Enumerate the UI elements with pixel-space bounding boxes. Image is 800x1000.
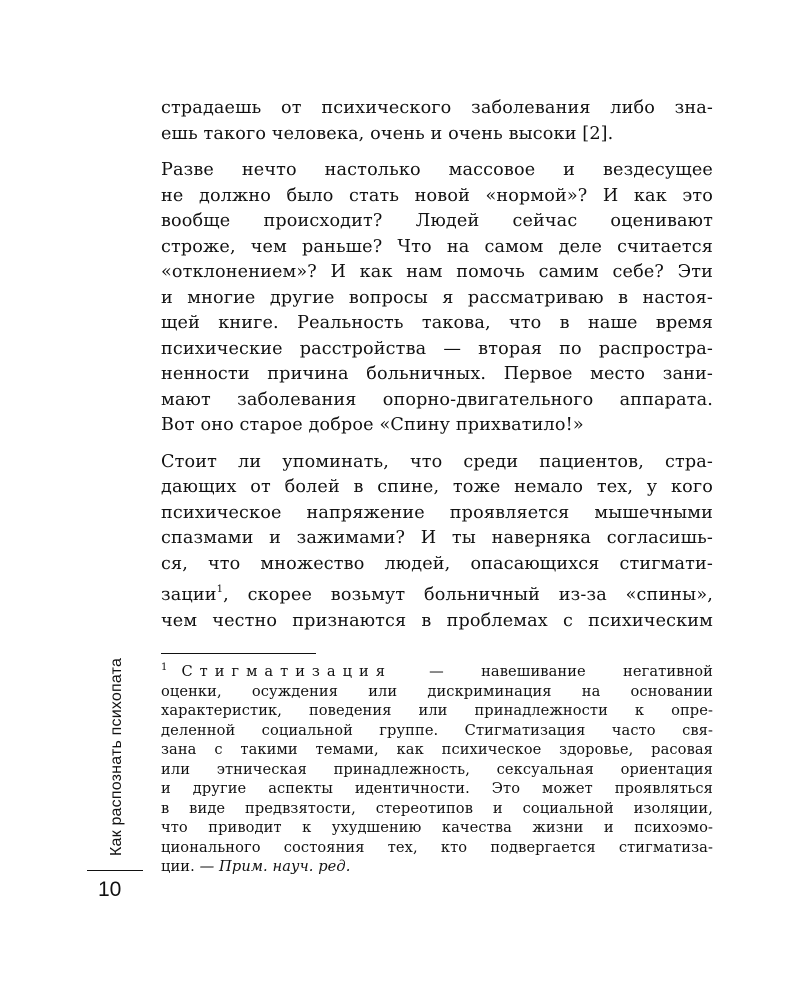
text-fragment: ции. bbox=[161, 858, 200, 875]
page-number: 10 bbox=[98, 878, 122, 901]
page-number-rule bbox=[87, 870, 143, 871]
paragraph-3 bbox=[161, 450, 713, 635]
footnote-line: в виде предвзятости, стереотипов и социальной изоляции, bbox=[161, 799, 713, 817]
footnote-last-line bbox=[161, 857, 713, 877]
text-line: Вот оно старое доброе «Спину прихватило!» bbox=[161, 415, 584, 435]
paragraph-2 bbox=[161, 158, 713, 439]
text-line: ненности причина больничных. Первое место зани- bbox=[161, 364, 713, 384]
text-line: Разве нечто настолько массовое и вездесущее bbox=[161, 160, 713, 180]
paragraph-1 bbox=[161, 96, 713, 147]
footnote-reference[interactable]: 1 bbox=[216, 584, 224, 595]
text-line: и многие другие вопросы я рассматриваю в настоя- bbox=[161, 287, 713, 308]
footnote-line: что приводит к ухудшению качества жизни и психоэмо- bbox=[161, 819, 713, 836]
text-line: строже, чем раньше? Что на самом деле считается bbox=[161, 236, 713, 257]
main-text bbox=[161, 96, 713, 645]
footnote-line: зана с такими темами, как психическое здоровье, расовая bbox=[161, 741, 713, 758]
text-line: не должно было стать новой «нормой»? И как это bbox=[161, 185, 713, 206]
text-line: «отклонением»? И как нам помочь самим себе? Эти bbox=[161, 262, 713, 282]
footnote-line: и другие аспекты идентичности. Это может проявляться bbox=[161, 780, 713, 797]
text-line: Стоит ли упоминать, что среди пациентов, стра- bbox=[161, 451, 713, 472]
text-line: вообще происходит? Людей сейчас оценивают bbox=[161, 211, 713, 231]
text-fragment: , скорее возьмут больничный из-за «спины», bbox=[223, 585, 713, 605]
footnote-line: оценки, осуждения или дискриминация на основании bbox=[161, 682, 713, 700]
text-line: психическое напряжение проявляется мышечными bbox=[161, 502, 713, 523]
text-line-with-footnote-ref bbox=[161, 577, 713, 609]
editor-note: — Прим. науч. ред. bbox=[199, 858, 351, 875]
footnote-block bbox=[161, 658, 713, 877]
footnote-term: Стигматизация bbox=[181, 663, 392, 680]
text-line: ся, что множество людей, опасающихся стигмати- bbox=[161, 553, 713, 574]
footnote-mark: 1 bbox=[161, 662, 168, 673]
text-line: мают заболевания опорно-двигательного аппарата. bbox=[161, 389, 713, 410]
text-line: спазмами и зажимами? И ты наверняка согласишь- bbox=[161, 528, 713, 548]
text-line: дающих от болей в спине, тоже немало тех, у кого bbox=[161, 477, 713, 497]
text-fragment: зации bbox=[161, 585, 217, 605]
text-line: щей книге. Реальность такова, что в наше время bbox=[161, 313, 713, 333]
footnote-line: деленной социальной группе. Стигматизация часто свя- bbox=[161, 721, 713, 739]
text-fragment: — навешивание негативной bbox=[391, 663, 713, 680]
text-line: ешь такого человека, очень и очень высоки [2]. bbox=[161, 123, 614, 144]
text-line: психические расстройства — вторая по распростра- bbox=[161, 338, 713, 359]
text-line: страдаешь от психического заболевания либо зна- bbox=[161, 98, 713, 118]
footnote-line: или этническая принадлежность, сексуальная ориентация bbox=[161, 760, 713, 778]
running-head: Как распознать психопата bbox=[108, 657, 125, 856]
footnote-first-line bbox=[161, 658, 713, 682]
footnote-line: ционального состояния тех, кто подвергается стигматиза- bbox=[161, 838, 713, 856]
footnote-divider bbox=[161, 653, 316, 654]
text-line: чем честно признаются в проблемах с психическим bbox=[161, 610, 713, 631]
footnote-line: характеристик, поведения или принадлежности к опре- bbox=[161, 702, 713, 719]
